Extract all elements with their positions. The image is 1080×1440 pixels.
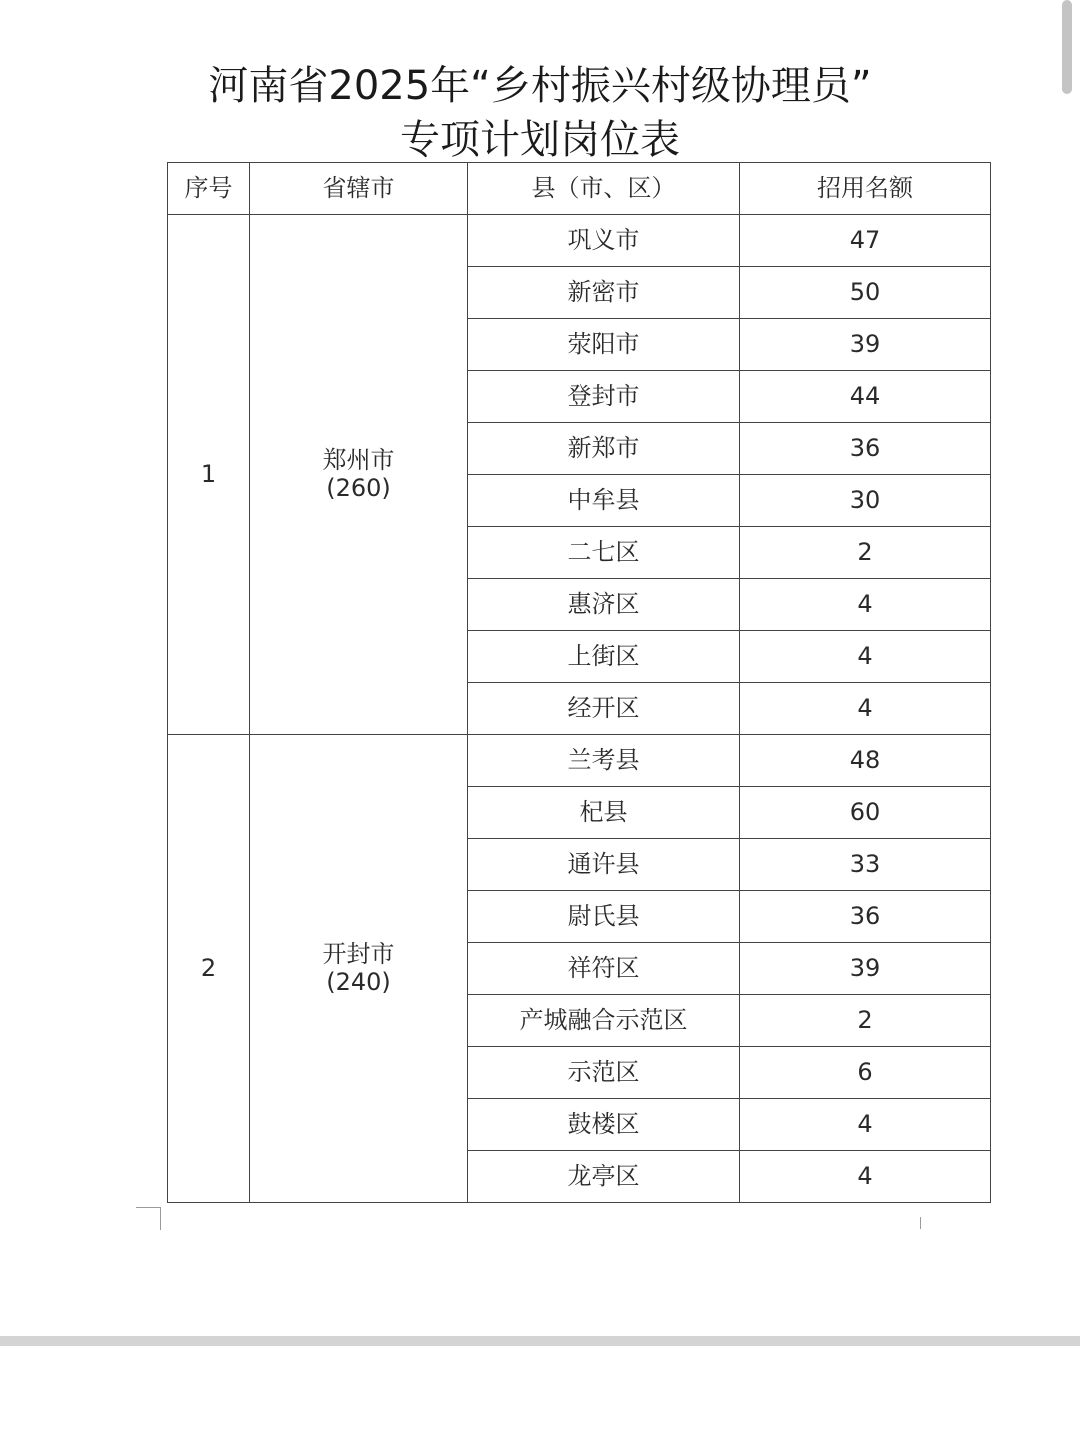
county-cell: 二七区	[468, 527, 740, 579]
quota-cell: 39	[740, 943, 991, 995]
quota-cell: 47	[740, 215, 991, 267]
county-cell: 鼓楼区	[468, 1099, 740, 1151]
county-cell: 产城融合示范区	[468, 995, 740, 1047]
quota-cell: 4	[740, 1099, 991, 1151]
quota-cell: 39	[740, 319, 991, 371]
table-row	[168, 215, 991, 267]
county-cell: 祥符区	[468, 943, 740, 995]
quota-cell: 50	[740, 267, 991, 319]
header-index: 序号	[168, 163, 250, 215]
county-cell: 新郑市	[468, 423, 740, 475]
county-cell: 中牟县	[468, 475, 740, 527]
quota-cell: 36	[740, 423, 991, 475]
quota-cell: 4	[740, 579, 991, 631]
positions-table	[167, 162, 991, 1203]
county-cell: 示范区	[468, 1047, 740, 1099]
table-body	[168, 215, 991, 1203]
county-cell: 通许县	[468, 839, 740, 891]
quota-cell: 4	[740, 1151, 991, 1203]
document-title-line-2: 专项计划岗位表	[400, 117, 680, 163]
city-total: (260)	[326, 473, 391, 502]
page-separator-bar	[0, 1336, 1080, 1346]
city-name: 郑州市	[322, 445, 395, 474]
quota-cell: 36	[740, 891, 991, 943]
county-cell: 龙亭区	[468, 1151, 740, 1203]
city-name: 开封市	[322, 939, 395, 968]
quota-cell: 2	[740, 527, 991, 579]
header-city: 省辖市	[250, 163, 468, 215]
header-row	[168, 163, 991, 215]
quota-cell: 4	[740, 631, 991, 683]
table-header	[168, 163, 991, 215]
document-title-line-1: 河南省2025年“乡村振兴村级协理员”	[208, 63, 872, 109]
quota-cell: 33	[740, 839, 991, 891]
county-cell: 上街区	[468, 631, 740, 683]
county-cell: 登封市	[468, 371, 740, 423]
county-cell: 惠济区	[468, 579, 740, 631]
page-corner-mark-right	[920, 1217, 922, 1229]
quota-cell: 48	[740, 735, 991, 787]
table-row	[168, 735, 991, 787]
header-quota: 招用名额	[740, 163, 991, 215]
quota-cell: 6	[740, 1047, 991, 1099]
county-cell: 尉氏县	[468, 891, 740, 943]
county-cell: 杞县	[468, 787, 740, 839]
quota-cell: 4	[740, 683, 991, 735]
quota-cell: 44	[740, 371, 991, 423]
city-total: (240)	[326, 967, 391, 996]
county-cell: 新密市	[468, 267, 740, 319]
county-cell: 兰考县	[468, 735, 740, 787]
group-index-cell: 2	[168, 735, 250, 1203]
county-cell: 荥阳市	[468, 319, 740, 371]
header-county: 县（市、区）	[468, 163, 740, 215]
quota-cell: 30	[740, 475, 991, 527]
group-index-cell: 1	[168, 215, 250, 735]
quota-cell: 2	[740, 995, 991, 1047]
city-cell	[250, 735, 468, 1203]
quota-cell: 60	[740, 787, 991, 839]
county-cell: 巩义市	[468, 215, 740, 267]
page-corner-mark-left	[136, 1207, 161, 1230]
county-cell: 经开区	[468, 683, 740, 735]
city-cell	[250, 215, 468, 735]
